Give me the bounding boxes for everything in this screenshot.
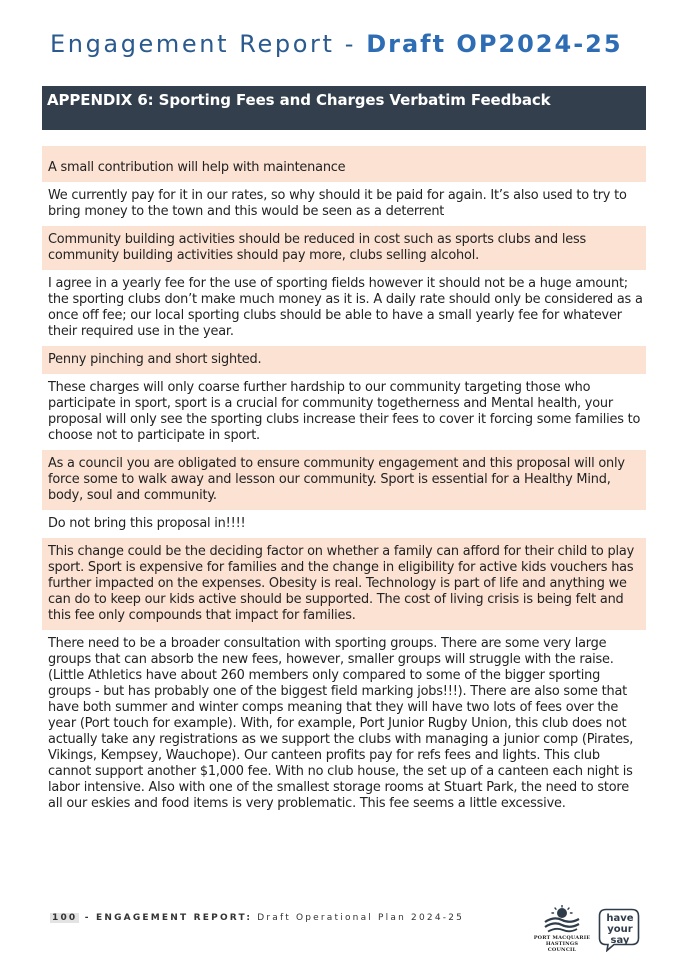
feedback-entry: This change could be the deciding factor on whether a family can afford for their child to play sport. Sport is expensive for families and the change in eligibility for active kids vouchers has further impacted on the expenses. Obesity is real. Technology is part of life and anything we can do to keep our kids active should be supported. The cost of living crisis is being felt and this fee only compounds that impact for families. bbox=[42, 538, 646, 630]
council-logo-icon bbox=[542, 905, 582, 935]
council-logo-line2: HASTINGS COUNCIL bbox=[545, 941, 579, 953]
feedback-entry: Community building activities should be reduced in cost such as sports clubs and less community building activities should pay more, clubs selling alcohol. bbox=[42, 226, 646, 270]
feedback-entry: A small contribution will help with maintenance bbox=[42, 146, 646, 182]
feedback-entry: I agree in a yearly fee for the use of sporting fields however it should not be a huge amount; the sporting clubs don’t make much money as it is. A daily rate should only be considered as a once off fee; our local sporting clubs should be able to have a small yearly fee for whatever their required use in the year. bbox=[48, 276, 643, 339]
appendix-title: APPENDIX 6: Sporting Fees and Charges Verbatim Feedback bbox=[47, 91, 551, 109]
page-title bbox=[50, 30, 623, 58]
badge-line2: your say bbox=[607, 924, 633, 946]
council-logo bbox=[532, 905, 592, 957]
appendix-banner bbox=[42, 86, 646, 130]
feedback-entry: There need to be a broader consultation with sporting groups. There are some very large groups that can absorb the new fees, however, smaller groups will struggle with the raise. (Little Athletics have about 260 members only compared to some of the bigger sporting groups - but has probably one of the biggest field marking jobs!!!). There are also some that have both summer and winter comps meaning that they will have two lots of fees over the year (Port touch for example). With, for example, Port Junior Rugby Union, this club does not actually take any registrations as we support the clubs with managing a junior comp (Pirates, Vikings, Kempsey, Wauchope). Our canteen profits pay for refs fees and lights. This club cannot support another $1,000 fee. With no club house, the set up of a canteen each night is labor intensive. Also with one of the smallest storage rooms at Stuart Park, the need to store all our eskies and food items is very problematic. This fee seems a little excessive. bbox=[48, 636, 634, 811]
feedback-entry: Penny pinching and short sighted. bbox=[42, 346, 646, 374]
have-your-say-badge bbox=[598, 908, 640, 952]
feedback-entry: These charges will only coarse further hardship to our community targeting those who participate in sport, sport is a crucial for community togetherness and Mental health, your proposal will only see the sporting clubs increase their fees to cover it forcing some families to choose not to participate in sport. bbox=[48, 380, 641, 443]
feedback-entry: Do not bring this proposal in!!!! bbox=[48, 516, 246, 531]
title-accent: Draft OP2024-25 bbox=[366, 30, 623, 58]
feedback-entry: As a council you are obligated to ensure community engagement and this proposal will only force some to walk away and lesson our community. Sport is essential for a Healthy Mind, body, soul and community. bbox=[42, 450, 646, 510]
council-logo-line1: PORT MACQUARIE bbox=[533, 935, 591, 941]
footer-plan-label: Draft Operational Plan 2024-25 bbox=[252, 913, 465, 923]
footer-report-label: - ENGAGEMENT REPORT: bbox=[79, 913, 253, 923]
page-footer bbox=[50, 913, 464, 923]
feedback-entry: We currently pay for it in our rates, so why should it be paid for again. It’s also used to try to bring money to the town and this would be seen as a deterrent bbox=[48, 188, 627, 219]
feedback-list bbox=[0, 146, 685, 818]
badge-line1: have bbox=[606, 913, 634, 924]
page-number: 100 bbox=[52, 913, 78, 923]
title-prefix: Engagement Report - bbox=[50, 30, 367, 58]
